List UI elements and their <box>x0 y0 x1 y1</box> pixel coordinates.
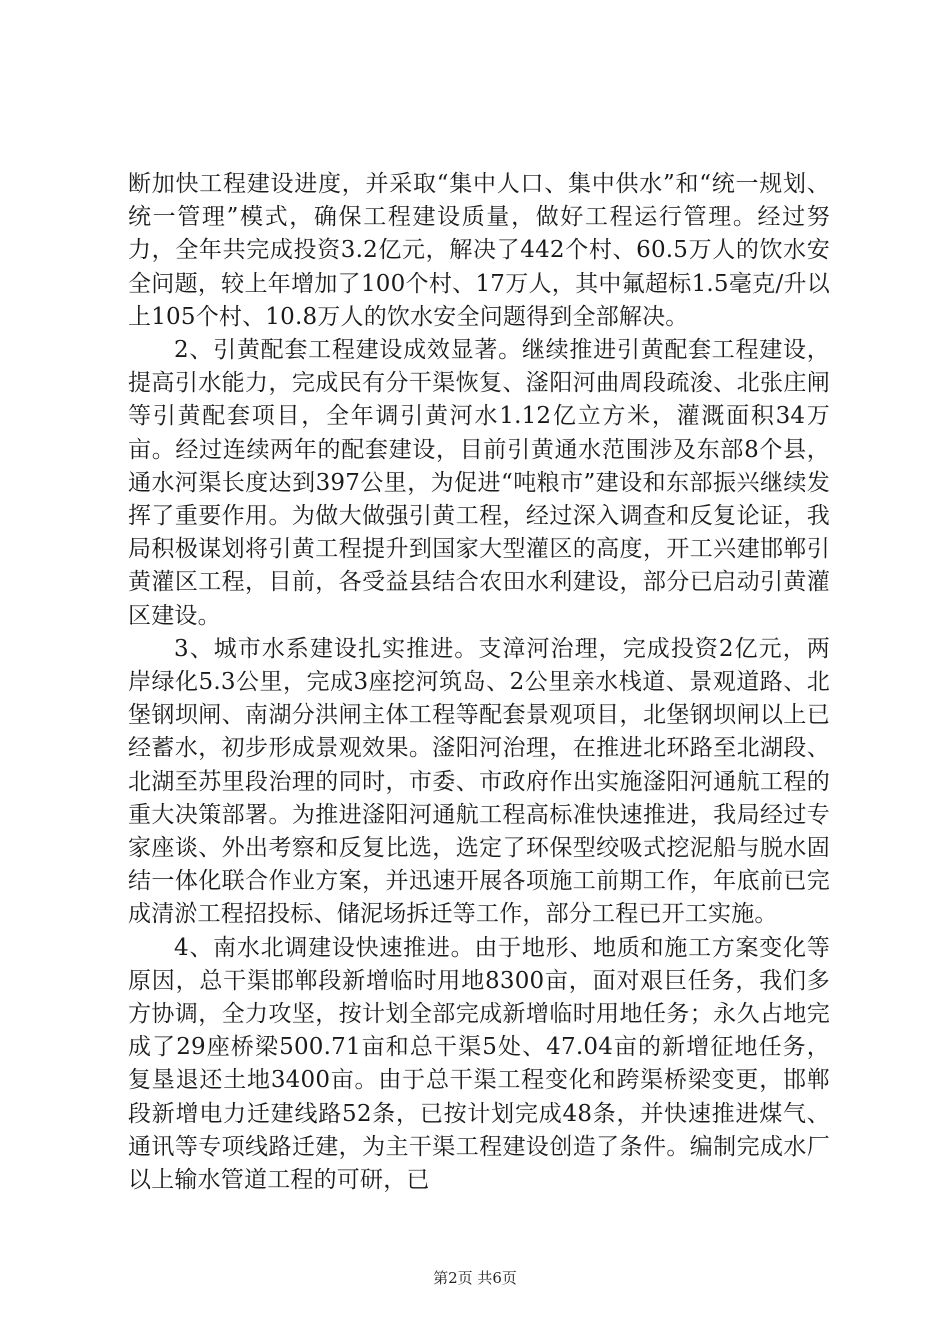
paragraph-water-supply-continuation: 断加快工程建设进度，并采取“集中人口、集中供水”和“统一规划、统一管理”模式，确保工程建设质量，做好工程运行管理。经过努力，全年共完成投资3.2亿元，解决了442个村、60.5万人的饮水安全问题，较上年增加了100个村、17万人，其中氟超标1.5毫克/升以上105个村、10.8万人的饮水安全问题得到全部解决。 <box>128 171 830 330</box>
paragraph-south-north-water-transfer: 4、南水北调建设快速推进。由于地形、地质和施工方案变化等原因，总干渠邯郸段新增临时用地8300亩，面对艰巨任务，我们多方协调，全力攻坚，按计划全部完成新增临时用地任务；永久占地完成了29座桥梁500.71亩和总干渠5处、47.04亩的新增征地任务，复垦退还土地3400亩。由于总干渠工程变化和跨渠桥梁变更，邯郸段新增电力迁建线路52条，已按计划完成48条，并快速推进煤气、通讯等专项线路迁建，为主干渠工程建设创造了条件。编制完成水厂以上输水管道工程的可研，已 <box>128 934 830 1194</box>
paragraph-urban-water-system: 3、城市水系建设扎实推进。支漳河治理，完成投资2亿元，两岸绿化5.3公里，完成3座挖河筑岛、2公里亲水栈道、景观道路、北堡钢坝闸、南湖分洪闸主体工程等配套景观项目，北堡钢坝闸以上已经蓄水，初步形成景观效果。滏阳河治理，在推进北环路至北湖段、北湖至苏里段治理的同时，市委、市政府作出实施滏阳河通航工程的重大决策部署。为推进滏阳河通航工程高标准快速推进，我局经过专家座谈、外出考察和反复比选，选定了环保型绞吸式挖泥船与脱水固结一体化联合作业方案，并迅速开展各项施工前期工作，年底前已完成清淤工程招投标、储泥场拆迁等工作，部分工程已开工实施。 <box>128 635 830 928</box>
document-body <box>128 168 830 1197</box>
page-number-footer: 第2页 共6页 <box>433 1269 517 1287</box>
paragraph-yellow-river-diversion: 2、引黄配套工程建设成效显著。继续推进引黄配套工程建设，提高引水能力，完成民有分干渠恢复、滏阳河曲周段疏浚、北张庄闸等引黄配套项目，全年调引黄河水1.12亿立方米，灌溉面积34万亩。经过连续两年的配套建设，目前引黄通水范围涉及东部8个县，通水河渠长度达到397公里，为促进“吨粮市”建设和东部振兴继续发挥了重要作用。为做大做强引黄工程，经过深入调查和反复论证，我局积极谋划将引黄工程提升到国家大型灌区的高度，开工兴建邯郸引黄灌区工程，目前，各受益县结合农田水利建设，部分已启动引黄灌区建设。 <box>128 337 830 629</box>
